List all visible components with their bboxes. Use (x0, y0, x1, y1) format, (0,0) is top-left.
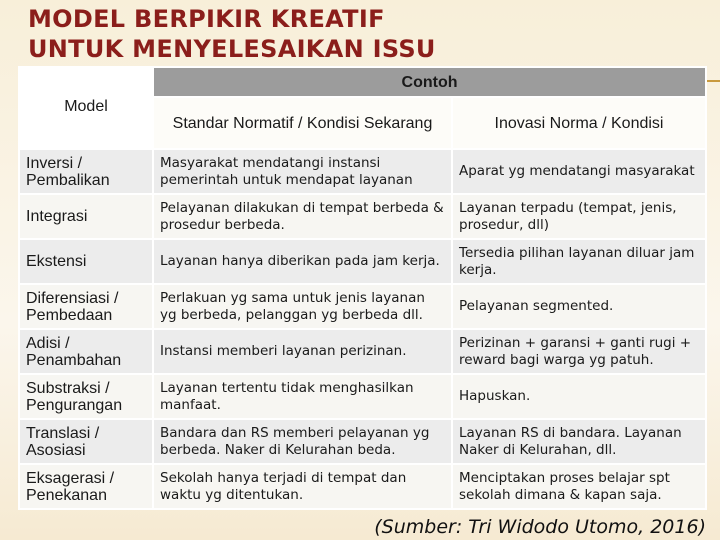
header-standar: Standar Normatif / Kondisi Sekarang (153, 97, 452, 149)
standar-cell: Pelayanan dilakukan di tempat berbeda & prosedur berbeda. (153, 194, 452, 239)
table-row (19, 149, 706, 194)
standar-cell: Sekolah hanya terjadi di tempat dan waktu yg ditentukan. (153, 464, 452, 509)
table-row (19, 419, 706, 464)
table-row (19, 464, 706, 509)
table-row (19, 284, 706, 329)
table-row (19, 194, 706, 239)
inovasi-cell: Tersedia pilihan layanan diluar jam kerja. (452, 239, 706, 284)
page-title (28, 4, 436, 64)
standar-cell: Layanan hanya diberikan pada jam kerja. (153, 239, 452, 284)
standar-cell: Perlakuan yg sama untuk jenis layanan yg berbeda, pelanggan yg berbeda dll. (153, 284, 452, 329)
table-row (19, 329, 706, 374)
header-inovasi: Inovasi Norma / Kondisi (452, 97, 706, 149)
table-row (19, 374, 706, 419)
header-model: Model (19, 67, 153, 149)
standar-cell: Instansi memberi layanan perizinan. (153, 329, 452, 374)
table-row (19, 239, 706, 284)
standar-cell: Masyarakat mendatangi instansi pemerintah untuk mendapat layanan (153, 149, 452, 194)
source-citation: (Sumber: Tri Widodo Utomo, 2016) (374, 516, 706, 538)
model-cell: Ekstensi (19, 239, 153, 284)
model-cell: Inversi / Pembalikan (19, 149, 153, 194)
inovasi-cell: Layanan terpadu (tempat, jenis, prosedur, dll) (452, 194, 706, 239)
model-cell: Substraksi / Pengurangan (19, 374, 153, 419)
title-line-1: MODEL BERPIKIR KREATIF (28, 5, 385, 33)
creative-thinking-table (18, 66, 707, 510)
model-cell: Integrasi (19, 194, 153, 239)
header-contoh: Contoh (153, 67, 706, 97)
inovasi-cell: Layanan RS di bandara. Layanan Naker di Kelurahan, dll. (452, 419, 706, 464)
standar-cell: Layanan tertentu tidak menghasilkan manfaat. (153, 374, 452, 419)
inovasi-cell: Aparat yg mendatangi masyarakat (452, 149, 706, 194)
inovasi-cell: Menciptakan proses belajar spt sekolah dimana & kapan saja. (452, 464, 706, 509)
inovasi-cell: Perizinan + garansi + ganti rugi + reward bagi warga yg patuh. (452, 329, 706, 374)
standar-cell: Bandara dan RS memberi pelayanan yg berbeda. Naker di Kelurahan beda. (153, 419, 452, 464)
model-cell: Adisi / Penambahan (19, 329, 153, 374)
model-cell: Eksagerasi / Penekanan (19, 464, 153, 509)
inovasi-cell: Hapuskan. (452, 374, 706, 419)
title-line-2: UNTUK MENYELESAIKAN ISSU (28, 35, 436, 63)
inovasi-cell: Pelayanan segmented. (452, 284, 706, 329)
model-cell: Translasi / Asosiasi (19, 419, 153, 464)
model-cell: Diferensiasi / Pembedaan (19, 284, 153, 329)
